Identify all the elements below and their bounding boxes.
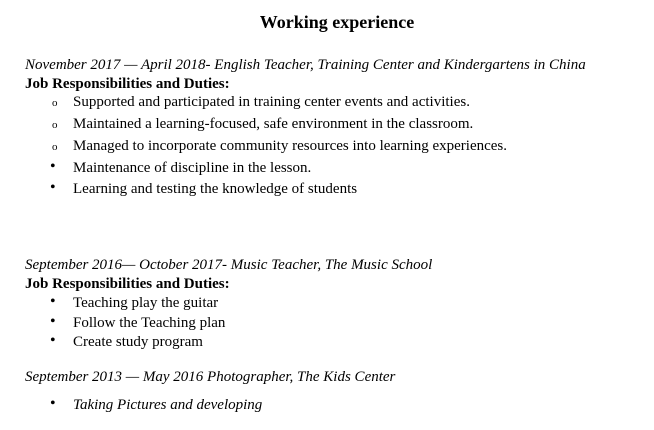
list-item: Teaching play the guitar — [73, 295, 219, 311]
job-period-2: September 2016— October 2017- Music Teacher, The Music School — [25, 257, 433, 273]
list-item: Follow the Teaching plan — [73, 315, 226, 331]
job-duties-heading-1: Job Responsibilities and Duties: — [25, 76, 230, 92]
disc-bullet-icon: • — [50, 293, 56, 310]
list-item: Managed to incorporate community resources into learning experiences. — [73, 138, 508, 154]
circle-bullet-icon: o — [52, 141, 58, 153]
disc-bullet-icon: • — [50, 332, 56, 349]
list-item: Supported and participated in training center events and activities. — [73, 94, 470, 110]
section-title: Working experience — [259, 12, 415, 32]
job-period-1: November 2017 — April 2018- English Teacher, Training Center and Kindergartens in China — [25, 57, 586, 73]
disc-bullet-icon: • — [50, 395, 56, 412]
job-period-3: September 2013 — May 2016 Photographer, The Kids Center — [25, 369, 396, 385]
disc-bullet-icon: • — [50, 313, 56, 330]
circle-bullet-icon: o — [52, 119, 58, 131]
disc-bullet-icon: • — [50, 158, 56, 175]
list-item: Create study program — [73, 334, 203, 350]
disc-bullet-icon: • — [50, 179, 56, 196]
list-item: Taking Pictures and developing — [73, 397, 263, 413]
job-duties-heading-2: Job Responsibilities and Duties: — [25, 276, 230, 292]
circle-bullet-icon: o — [52, 97, 58, 109]
list-item: Maintained a learning-focused, safe environment in the classroom. — [73, 116, 474, 132]
list-item: Learning and testing the knowledge of students — [73, 181, 358, 197]
list-item: Maintenance of discipline in the lesson. — [73, 160, 312, 176]
